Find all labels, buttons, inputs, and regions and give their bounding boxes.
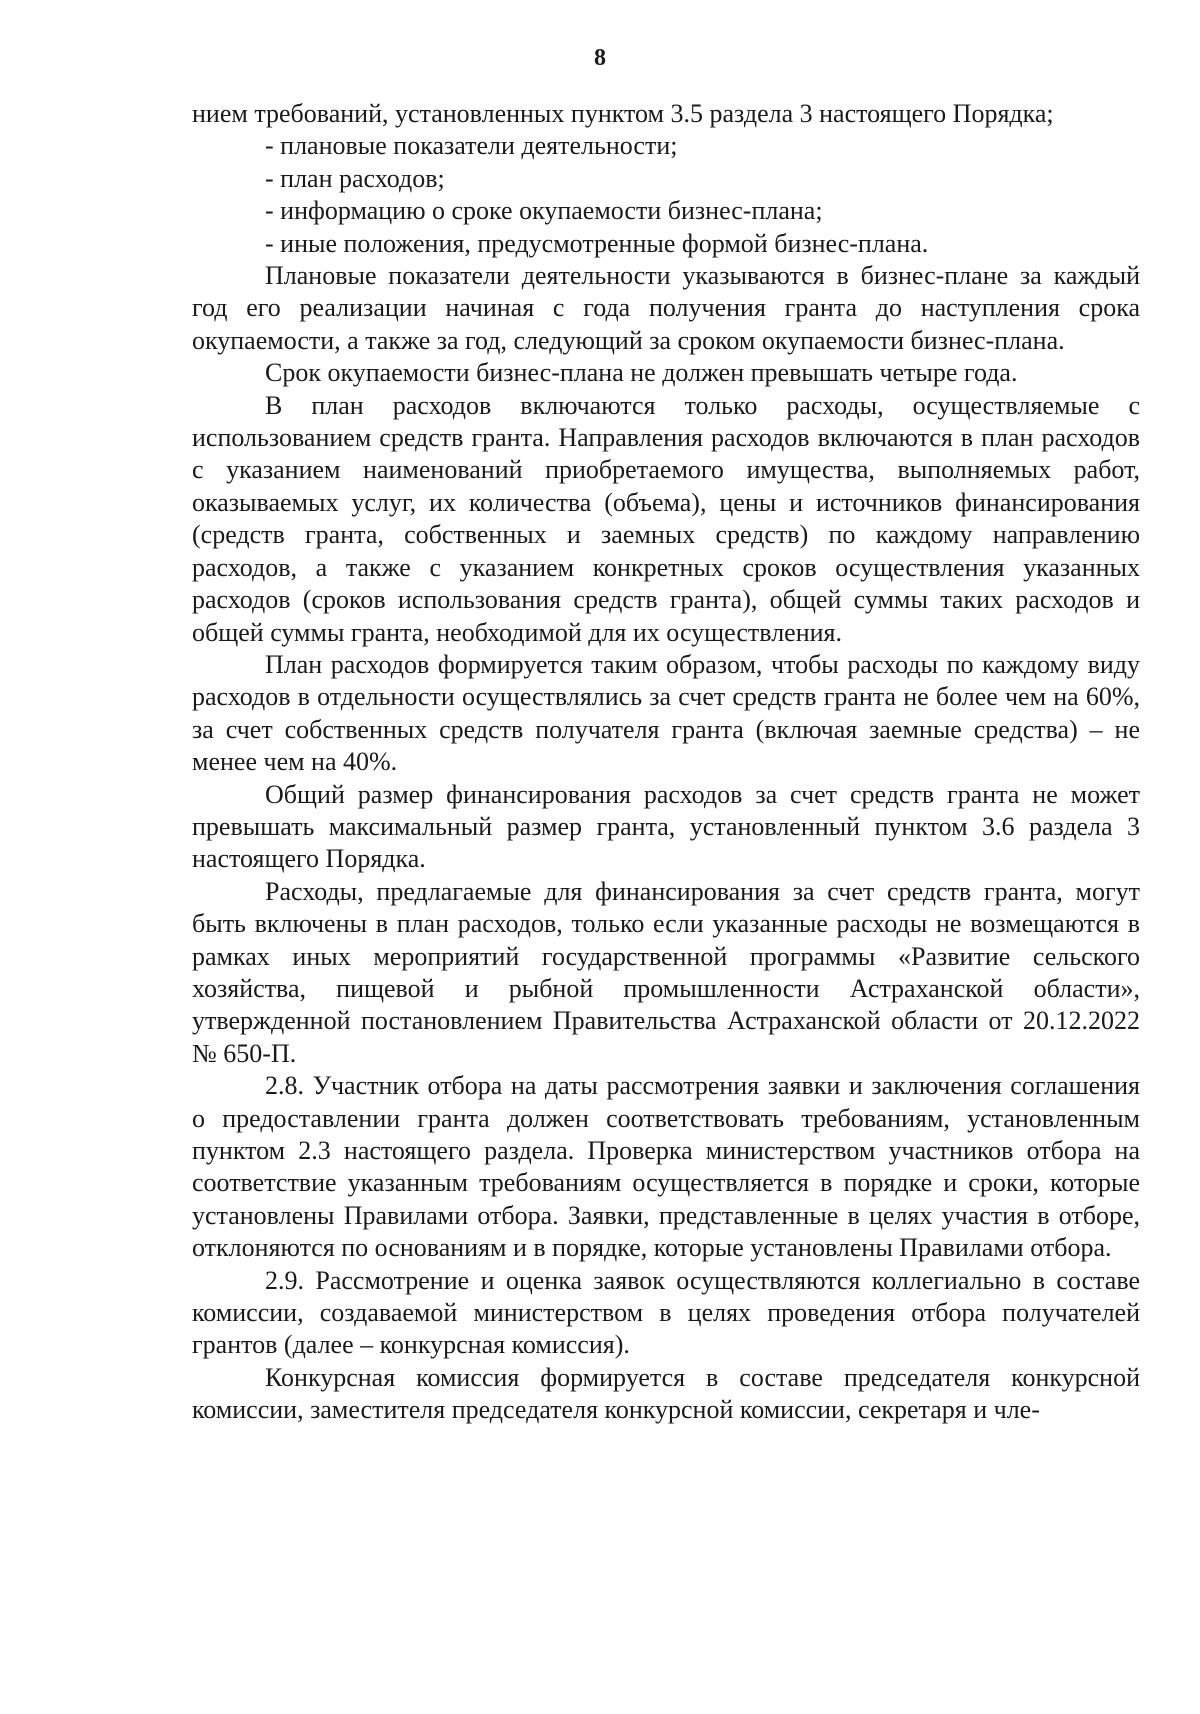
page-number: 8 [594,45,606,71]
paragraph-expense-shares: План расходов формируется таким образом, чтобы расходы по каждому виду расходов в отдельности осуществлялись за счет средств гранта не более чем на 60%, за счет собственных средств получателя гранта (включая заемные средства) – не менее чем на 40%. [192,649,1140,777]
paragraph-planned-indicators: Плановые показатели деятельности указываются в бизнес-плане за каждый год его реализации начиная с года получения гранта до наступления срока окупаемости, а также за год, следующий за сроком окупаемости бизнес-плана. [192,261,1140,355]
document-body [192,98,1140,1427]
continuation-line: нием требований, установленных пунктом 3.5 раздела 3 настоящего Порядка; [192,99,1054,128]
list-item: - информацию о сроке окупаемости бизнес-плана; [265,196,823,226]
paragraph-expense-plan: В план расходов включаются только расходы, осуществляемые с использованием средств гранта. Направления расходов включаются в план расходов с указанием наименований приобретаемого имущества, выполняемых работ, оказываемых услуг, их количества (объема), цены и источников финансирования (средств гранта, собственных и заемных средств) по каждому направлению расходов, а также с указанием конкретных сроков осуществления указанных расходов (сроков использования средств гранта), общей суммы таких расходов и общей суммы гранта, необходимой для их осуществления. [192,390,1140,647]
list-item: - план расходов; [265,163,445,193]
paragraph-financing-limit: Общий размер финансирования расходов за счет средств гранта не может превышать максимальный размер гранта, установленный пунктом 3.6 раздела 3 настоящего Порядка. [192,779,1140,874]
paragraph-section-2-8: 2.8. Участник отбора на даты рассмотрения заявки и заключения соглашения о предоставлении гранта должен соответствовать требованиям, установленным пунктом 2.3 настоящего раздела. Проверка министерством участников отбора на соответствие указанным требованиям осуществляется в порядке и сроки, которые установлены Правилами отбора. Заявки, представленные в целях участия в отборе, отклоняются по основаниям и в порядке, которые установлены Правилами отбора. [192,1071,1140,1263]
paragraph-commission-composition: Конкурсная комиссия формируется в составе председателя конкурсной комиссии, заместителя председателя конкурсной комиссии, секретаря и чле- [192,1362,1140,1425]
paragraph-section-2-9: 2.9. Рассмотрение и оценка заявок осуществляются коллегиально в составе комиссии, создаваемой министерством в целях проведения отбора получателей грантов (далее – конкурсная комиссия). [192,1265,1140,1360]
paragraph-payback-period: Срок окупаемости бизнес-плана не должен превышать четыре года. [265,358,1018,388]
paragraph-eligible-expenses: Расходы, предлагаемые для финансирования за счет средств гранта, могут быть включены в план расходов, только если указанные расходы не возмещаются в рамках иных мероприятий государственной программы «Развитие сельского хозяйства, пищевой и рыбной промышленности Астраханской области», утвержденной постановлением Правительства Астраханской области от 20.12.2022 № 650-П. [192,876,1140,1068]
list-item: - иные положения, предусмотренные формой бизнес-плана. [265,228,929,258]
list-item: - плановые показатели деятельности; [265,131,678,161]
